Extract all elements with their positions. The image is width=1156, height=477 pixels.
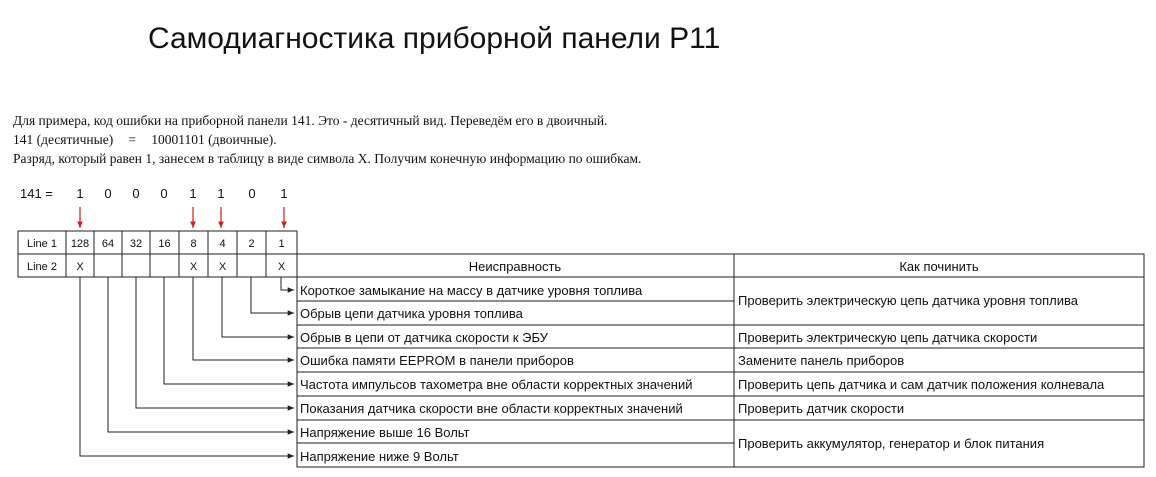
- fault-row: Частота импульсов тахометра вне области корректных значений: [300, 377, 693, 392]
- connector: [136, 277, 294, 408]
- connector: [164, 277, 294, 384]
- bit-weight: 128: [70, 238, 90, 250]
- bit-mark: X: [189, 261, 198, 273]
- code-label: 141 =: [20, 186, 53, 201]
- bit-mark: X: [218, 261, 227, 273]
- bit-weight: 32: [129, 238, 143, 250]
- decimal-value: 141 (десятичные): [13, 132, 114, 147]
- intro-line-1: Для примера, код ошибки на приборной панели 141. Это - десятичный вид. Переведём его в двоичный.: [13, 113, 608, 128]
- equals-sign: =: [128, 132, 137, 147]
- bit-weight: 2: [248, 238, 255, 250]
- binary-value: 10001101 (двоичные).: [151, 132, 277, 147]
- connector: [193, 277, 294, 360]
- header-fault: Неисправность: [468, 259, 562, 274]
- fault-row: Обрыв в цепи от датчика скорости к ЭБУ: [300, 330, 548, 345]
- binary-digit: 0: [248, 186, 256, 201]
- fix-row: Замените панель приборов: [738, 353, 905, 368]
- bit-mark: X: [76, 261, 84, 273]
- bit-weight: 1: [278, 238, 285, 250]
- bit-weight: 8: [190, 238, 197, 250]
- fix-row: Проверить электрическую цепь датчика уровня топлива: [738, 293, 1079, 308]
- fault-row: Показания датчика скорости вне области корректных значений: [300, 401, 683, 416]
- fault-row: Ошибка памяти EEPROM в панели приборов: [300, 353, 574, 368]
- bit-weight: 16: [158, 238, 171, 250]
- fix-row: Проверить цепь датчика и сам датчик положения колневала: [738, 377, 1105, 392]
- binary-digit: 1: [76, 186, 84, 201]
- binary-digit: 1: [189, 186, 197, 201]
- line1-label: Line 1: [27, 238, 57, 250]
- header-fix: Как починить: [899, 259, 979, 274]
- fault-row: Напряжение ниже 9 Вольт: [300, 449, 459, 464]
- fault-row: Напряжение выше 16 Вольт: [300, 425, 470, 440]
- fix-row: Проверить датчик скорости: [738, 401, 905, 416]
- intro-line-3: Разряд, который равен 1, занесем в таблицу в виде символа X. Получим конечную информацию по ошибкам.: [13, 151, 642, 166]
- bit-mark: X: [277, 261, 286, 273]
- connector: [80, 277, 294, 456]
- fault-row: Короткое замыкание на массу в датчике уровня топлива: [300, 283, 643, 298]
- binary-digit: 1: [280, 186, 288, 201]
- bit-weight: 64: [101, 238, 115, 250]
- connector: [222, 277, 294, 337]
- connector: [251, 277, 294, 313]
- page-title: Самодиагностика приборной панели P11: [148, 22, 721, 55]
- fix-row: Проверить аккумулятор, генератор и блок питания: [738, 436, 1045, 451]
- binary-digit: 0: [160, 186, 168, 201]
- connector: [281, 277, 294, 290]
- fault-row: Обрыв цепи датчика уровня топлива: [300, 306, 523, 321]
- binary-digit: 1: [217, 186, 225, 201]
- bit-weight: 4: [219, 238, 226, 250]
- fix-row: Проверить электрическую цепь датчика скорости: [738, 330, 1038, 345]
- line2-label: Line 2: [27, 261, 57, 273]
- binary-digit: 0: [132, 186, 140, 201]
- binary-digit: 0: [104, 186, 112, 201]
